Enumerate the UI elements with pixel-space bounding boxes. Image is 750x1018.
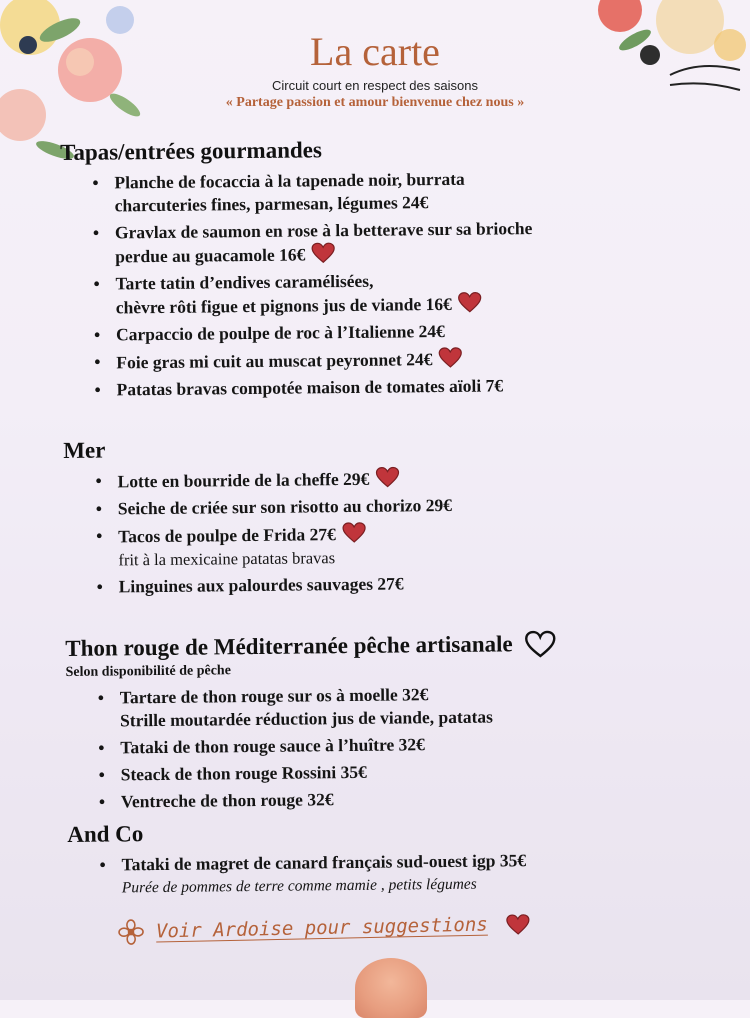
heart-icon xyxy=(311,242,335,263)
section-title: And Co xyxy=(67,821,144,847)
list-item: • Steack de thon rouge Rossini 35€ xyxy=(98,761,367,785)
item-list xyxy=(63,463,704,599)
list-item: • Ventreche de thon rouge 32€ xyxy=(98,789,334,812)
list-item: • Tartare de thon rouge sur os à moelle 32€ Strille moutardée réduction jus de viande, patatas xyxy=(97,684,494,731)
suggestions-link[interactable]: Voir Ardoise pour suggestions xyxy=(155,913,488,943)
list-item: • Tataki de thon rouge sauce à l’huître 32€ xyxy=(98,734,425,758)
item-list xyxy=(67,847,707,900)
item-list xyxy=(66,680,707,814)
footer xyxy=(118,911,530,946)
page-subtitle: Circuit court en respect des saisons xyxy=(272,78,478,93)
heart-icon xyxy=(458,292,482,313)
heart-icon xyxy=(438,347,462,368)
item-list xyxy=(60,165,702,402)
flower-icon xyxy=(118,919,145,946)
section-tapas xyxy=(60,133,703,402)
list-item: • Gravlax de saumon en rose à la betterave sur sa brioche perdue au guacamole 16€ xyxy=(92,218,533,267)
heart-icon xyxy=(375,466,399,487)
section-and-co xyxy=(67,815,708,900)
list-item: • Tataki de magret de canard français sud-ouest igp 35€ Purée de pommes de terre comme mamie , petits légumes xyxy=(99,850,527,897)
list-item: • Tarte tatin d’endives caramélisées, chèvre rôti figue et pignons jus de viande 16€ xyxy=(91,266,701,319)
section-title: Mer xyxy=(63,437,106,463)
list-item: • Carpaccio de poulpe de roc à l’Italienne 24€ xyxy=(93,320,445,345)
page-tagline: « Partage passion et amour bienvenue chez nous » xyxy=(225,95,525,110)
list-item: • Patatas bravas compotée maison de tomates aïoli 7€ xyxy=(94,375,504,400)
section-note: Selon disponibilité de pêche xyxy=(65,663,231,680)
list-item: • Foie gras mi cuit au muscat peyronnet 24€ xyxy=(92,344,702,374)
heart-outline-icon xyxy=(525,630,557,658)
list-item: • Planche de focaccia à la tapenade noir, burrata charcuteries fines, parmesan, légumes 24€ xyxy=(92,168,465,216)
list-item: • Tacos de poulpe de Frida 27€ frit à la mexicaine patatas bravas xyxy=(94,518,704,571)
list-item: • Seiche de criée sur son risotto au chorizo 29€ xyxy=(95,494,453,519)
finger xyxy=(355,958,427,1018)
section-title: Tapas/entrées gourmandes xyxy=(60,137,322,165)
page-title: La carte xyxy=(310,29,440,74)
menu-body xyxy=(60,133,708,904)
section-thon-rouge xyxy=(65,628,707,814)
list-item: • Linguines aux palourdes sauvages 27€ xyxy=(96,573,404,597)
heart-icon xyxy=(505,913,529,934)
section-mer xyxy=(63,431,705,599)
list-item: • Lotte en bourride de la cheffe 29€ xyxy=(93,463,703,493)
section-title: Thon rouge de Méditerranée pêche artisanale xyxy=(65,628,705,663)
heart-icon xyxy=(342,522,366,543)
